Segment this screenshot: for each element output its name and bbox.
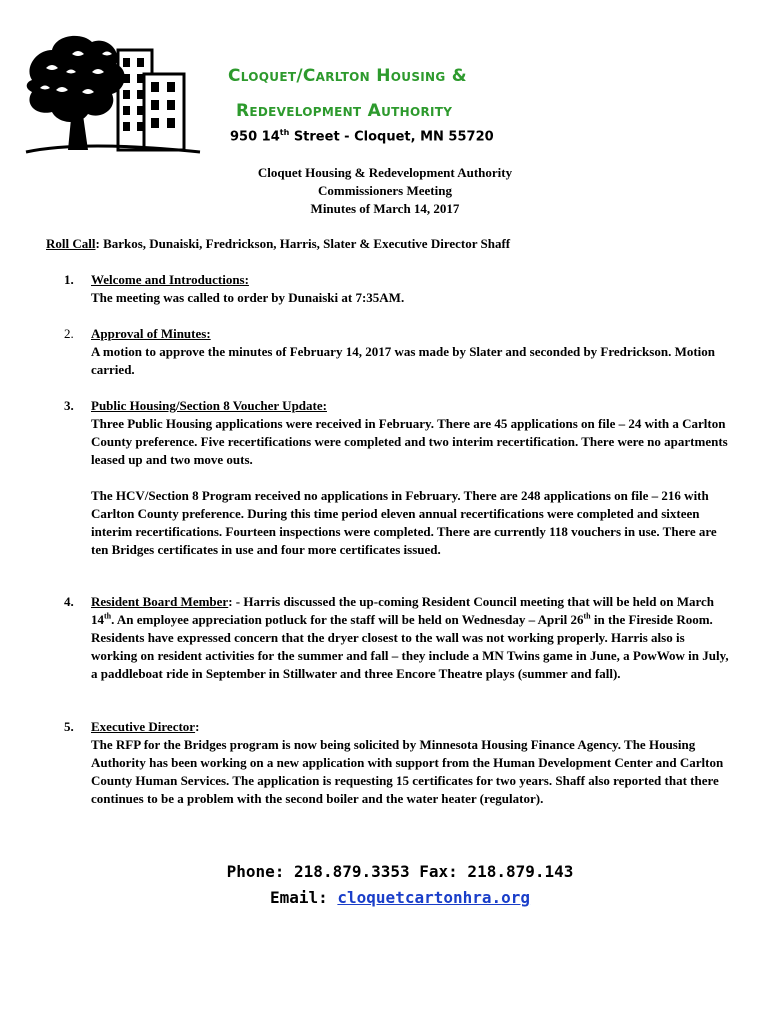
- footer-email: Email: cloquetcartonhra.org: [269, 888, 531, 907]
- meeting-org: Cloquet Housing & Redevelopment Authority: [257, 165, 513, 180]
- agenda-item-1: 1. Welcome and Introductions: The meeting was called to order by Dunaiski at 7:35AM.: [64, 271, 734, 307]
- email-link[interactable]: cloquetcartonhra.org: [337, 888, 531, 907]
- item-text: The meeting was called to order by Dunaiski at 7:35AM.: [91, 290, 405, 305]
- item-text: The RFP for the Bridges program is now being solicited by Minnesota Housing Finance Agency. The Housing Authority has been working on a new application with support from the Human Development Center and Carlton County Human Services. The application is requesting 15 certificates for two years. Shaff also reported that there continues to be a problem with the second boiler and the water heater (regulator).: [91, 737, 724, 806]
- footer-phone-fax: Phone: 218.879.3353 Fax: 218.879.143: [226, 862, 574, 881]
- org-address: 950 14th Street - Cloquet, MN 55720: [230, 128, 494, 145]
- item-text: Three Public Housing applications were received in February. There are 45 applications on file – 24 with a Carlton County preference. Five recertifications were completed and two interim recertification. There were no apartments leased up and two move outs.: [91, 416, 728, 467]
- agenda-item-5: 5. Executive Director: The RFP for the Bridges program is now being solicited by Minnesota Housing Finance Agency. The Housing Authority has been working on a new application with support from the Human Development Center and Carlton County Human Services. The application is requesting 15 certificates for two years. Shaff also reported that there continues to be a problem with the second boiler and the water heater (regulator).: [64, 718, 734, 808]
- agenda-item-4: 4. Resident Board Member: - Harris discussed the up-coming Resident Council meeting that will be held on March 14th. An employee appreciation potluck for the staff will be held on Wednesday – April 26th in the Fireside Room. Residents have expressed concern that the dryer closest to the wall was not working properly. Harris also is working on resident activities for the summer and fall – they include a MN Twins game in June, a PowWow in July, a paddleboat ride in September in Stillwater and three Encore Theatre plays (summer and fall).: [64, 593, 734, 683]
- org-name-line2: Redevelopment Authority: [236, 101, 453, 121]
- roll-call: Roll Call: Barkos, Dunaiski, Fredrickson, Harris, Slater & Executive Director Shaff: [46, 236, 511, 251]
- agenda-item-3: 3. Public Housing/Section 8 Voucher Update: Three Public Housing applications were received in February. There are 45 applications on file – 24 with a Carlton County preference. Five recertifications were completed and two interim recertification. There were no apartments leased up and two move outs. The HCV/Section 8 Program received no applications in February. There are 248 applications on file – 216 with Carlton County preference. During this time period eleven annual recertifications were completed and sixteen interim recertifications. Fourteen inspections were completed. There are currently 118 vouchers in use. There are ten Bridges certificates in use and four more certificates issued.: [64, 397, 734, 559]
- item-heading: Executive Director: [91, 719, 196, 734]
- meeting-type: Commissioners Meeting: [318, 183, 452, 198]
- item-heading: Public Housing/Section 8 Voucher Update:: [91, 398, 327, 413]
- item-text-2: The HCV/Section 8 Program received no applications in February. There are 248 applications on file – 216 with Carlton County preference. During this time period eleven annual recertifications were completed and sixteen interim recertifications. Fourteen inspections were completed. There are currently 118 vouchers in use. There are ten Bridges certificates in use and four more certificates issued.: [91, 488, 717, 557]
- item-text: A motion to approve the minutes of February 14, 2017 was made by Slater and seconded by Fredrickson. Motion carried.: [91, 344, 716, 377]
- hra-logo: [22, 28, 212, 158]
- meeting-date: Minutes of March 14, 2017: [310, 201, 460, 216]
- item-heading: Approval of Minutes:: [91, 326, 211, 341]
- agenda-item-2: 2. Approval of Minutes: A motion to approve the minutes of February 14, 2017 was made by Slater and seconded by Fredrickson. Motion carried.: [64, 325, 734, 379]
- org-name-line1: Cloquet/Carlton Housing &: [228, 66, 467, 86]
- item-heading: Welcome and Introductions:: [91, 272, 249, 287]
- item-text: Resident Board Member: - Harris discussed the up-coming Resident Council meeting that will be held on March 14th. An employee appreciation potluck for the staff will be held on Wednesday – April 26th in the Fireside Room. Residents have expressed concern that the dryer closest to the wall was not working properly. Harris also is working on resident activities for the summer and fall – they include a MN Twins game in June, a PowWow in July, a paddleboat ride in September in Stillwater and three Encore Theatre plays (summer and fall).: [91, 594, 729, 681]
